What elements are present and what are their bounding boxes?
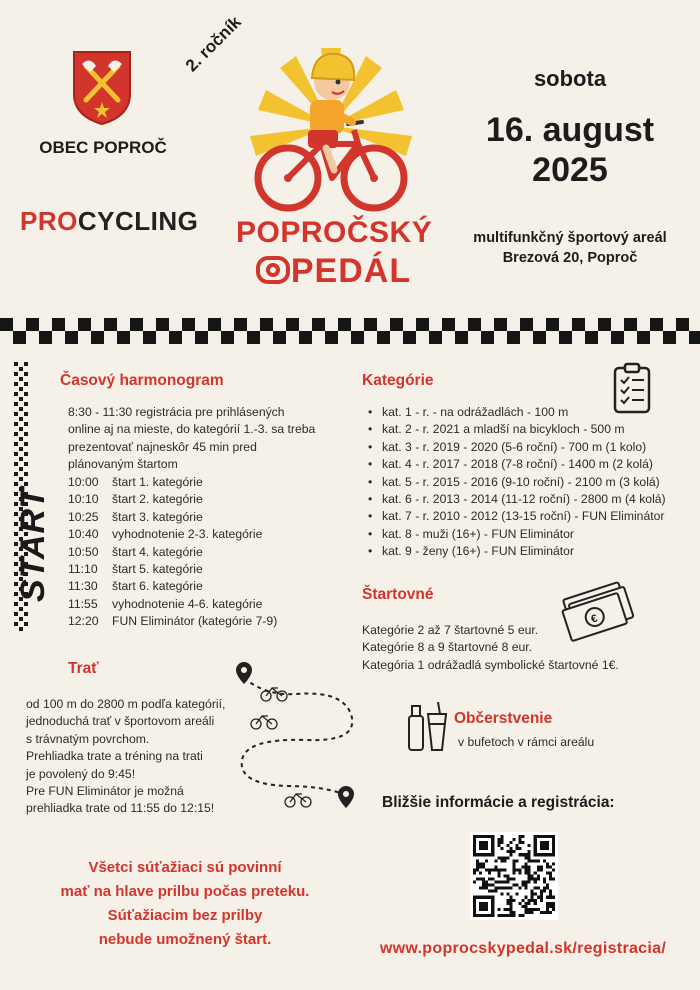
helmet-notice-line: mať na hlave prilbu počas preteku.	[60, 883, 310, 900]
kategoria-item: • kat. 6 - r. 2013 - 2014 (11-12 roční) - 2800 m (4 kolá)	[368, 491, 698, 508]
start-strip	[12, 362, 58, 632]
harmonogram-time: 10:40	[68, 527, 99, 542]
harmonogram-time: 11:10	[68, 562, 98, 577]
startovne-line: Kategória 1 odrážadlá symbolické štartovné 1€.	[362, 657, 619, 672]
svg-text:€: €	[589, 612, 600, 626]
harmonogram-table	[68, 474, 328, 631]
kategoria-item: • kat. 4 - r. 2017 - 2018 (7-8 roční) - 1400 m (2 kolá)	[368, 456, 698, 473]
municipality-name: OBEC POPROČ	[39, 138, 167, 157]
event-title-line2-text: PEDÁL	[290, 252, 412, 290]
drinks-icon	[406, 700, 448, 752]
trat-line: jednoduchá trať v športovom areáli	[26, 714, 215, 729]
start-label: START	[14, 486, 52, 602]
harmonogram-label: štart 3. kategórie	[112, 509, 203, 524]
harmonogram-row	[68, 544, 328, 561]
harmonogram-time: 12:20	[68, 614, 99, 629]
startovne-line: Kategórie 2 až 7 štartovné 5 eur.	[362, 623, 539, 637]
harmonogram-row	[68, 578, 328, 595]
kategoria-item: • kat. 3 - r. 2019 - 2020 (5-6 roční) - 700 m (1 kolo)	[368, 439, 698, 456]
obcerstvenie-text: v bufetoch v rámci areálu	[458, 735, 595, 749]
kategoria-item: • kat. 1 - r. - na odrážadlách - 100 m	[368, 404, 698, 421]
event-title-line2	[236, 252, 430, 291]
location-pin-icon	[236, 662, 252, 684]
harmonogram-row	[68, 561, 328, 578]
startovne-text	[362, 622, 682, 674]
event-venue	[440, 228, 700, 268]
helmet-notice	[20, 856, 350, 952]
harmonogram-row	[68, 509, 328, 526]
harmonogram-label: FUN Eliminátor (kategórie 7-9)	[112, 614, 278, 629]
registration-link[interactable]: www.poprocskypedal.sk/registracia/	[379, 940, 667, 957]
harmonogram-time: 10:25	[68, 509, 99, 524]
route-map-illustration	[226, 656, 362, 814]
kategoria-item: • kat. 5 - r. 2015 - 2016 (9-10 roční) - 2100 m (3 kolá)	[368, 474, 698, 491]
kategorie-heading: Kategórie	[362, 372, 434, 389]
location-pin-icon	[338, 786, 354, 808]
harmonogram-label: vyhodnotenie 2-3. kategórie	[112, 527, 263, 542]
harmonogram-label: štart 2. kategórie	[112, 492, 203, 507]
harmonogram-row	[68, 491, 328, 508]
procycling-pro: PRO	[20, 206, 78, 236]
kid-on-bike-illustration	[236, 38, 426, 224]
edition-label: 2. ročník	[181, 12, 245, 76]
bicycle-icon	[285, 794, 311, 807]
harmonogram-heading: Časový harmonogram	[60, 372, 224, 389]
trat-line: je povolený do 9:45!	[26, 766, 136, 781]
harmonogram-label: štart 6. kategórie	[112, 579, 203, 594]
bicycle-icon	[251, 716, 277, 729]
kategoria-item: • kat. 9 - ženy (16+) - FUN Eliminátor	[368, 543, 698, 560]
trat-line: Pre FUN Eliminátor je možná	[26, 784, 184, 799]
harmonogram-time: 11:30	[68, 579, 98, 594]
municipality-crest-icon	[72, 50, 132, 126]
kategoria-item: • kat. 7 - r. 2010 - 2012 (13-15 roční) - FUN Eliminátor	[368, 508, 698, 525]
harmonogram-time: 10:50	[68, 544, 99, 559]
harmonogram-row	[68, 596, 328, 613]
obcerstvenie-heading: Občerstvenie	[454, 710, 553, 727]
harmonogram-row	[68, 474, 328, 491]
harmonogram-row	[68, 613, 328, 630]
event-day: sobota	[533, 66, 607, 91]
harmonogram-label: štart 1. kategórie	[112, 475, 203, 489]
info-heading: Bližšie informácie a registrácia:	[382, 794, 615, 811]
event-venue-line2: Brezová 20, Poproč	[502, 250, 638, 266]
helmet-notice-line: Súťažiacim bez prilby	[107, 907, 263, 924]
kategorie-list	[368, 404, 698, 561]
pedal-logo-icon	[255, 254, 291, 286]
harmonogram-intro: 8:30 - 11:30 registrácia pre prihlásených online aj na mieste, do kategórií 1.-3. sa treba prezentovať najneskôr 45 min pred plánovaným štartom	[68, 405, 316, 472]
procycling-logo	[20, 206, 198, 237]
kategoria-item: • kat. 2 - r. 2021 a mladší na bicykloch - 500 m	[368, 421, 698, 438]
event-date-line1: 16. august	[485, 111, 655, 149]
harmonogram-time: 10:10	[68, 492, 99, 507]
harmonogram-label: vyhodnotenie 4-6. kategórie	[112, 596, 263, 611]
event-title-line1: POPROČSKÝ	[236, 216, 433, 249]
helmet-notice-line: Všetci súťažiaci sú povinní	[88, 859, 282, 876]
checkered-flag-band	[0, 318, 700, 344]
kategoria-item: • kat. 8 - muži (16+) - FUN Eliminátor	[368, 526, 698, 543]
harmonogram-label: štart 4. kategórie	[112, 544, 203, 559]
trat-line: od 100 m do 2800 m podľa kategórií,	[26, 697, 226, 711]
helmet-notice-line: nebude umožnený štart.	[98, 931, 272, 948]
harmonogram-time: 11:55	[68, 596, 98, 611]
registration-qr-code[interactable]	[470, 832, 558, 920]
startovne-heading: Štartovné	[362, 586, 434, 603]
startovne-line: Kategórie 8 a 9 štartovné 8 eur.	[362, 640, 533, 655]
harmonogram-time: 10:00	[68, 475, 99, 489]
trat-heading: Trať	[68, 660, 99, 677]
procycling-cycling: CYCLING	[77, 206, 199, 236]
harmonogram-row	[68, 526, 328, 543]
trat-line: prehliadka trate od 11:55 do 12:15!	[26, 801, 215, 816]
harmonogram-label: štart 5. kategórie	[112, 562, 203, 577]
event-date	[440, 110, 700, 190]
event-date-line2: 2025	[532, 151, 608, 189]
trat-line: s trávnatým povrchom.	[26, 731, 150, 746]
trat-line: Prehliadka trate a tréning na trati	[26, 749, 203, 764]
event-venue-line1: multifunkčný športový areál	[473, 230, 667, 246]
